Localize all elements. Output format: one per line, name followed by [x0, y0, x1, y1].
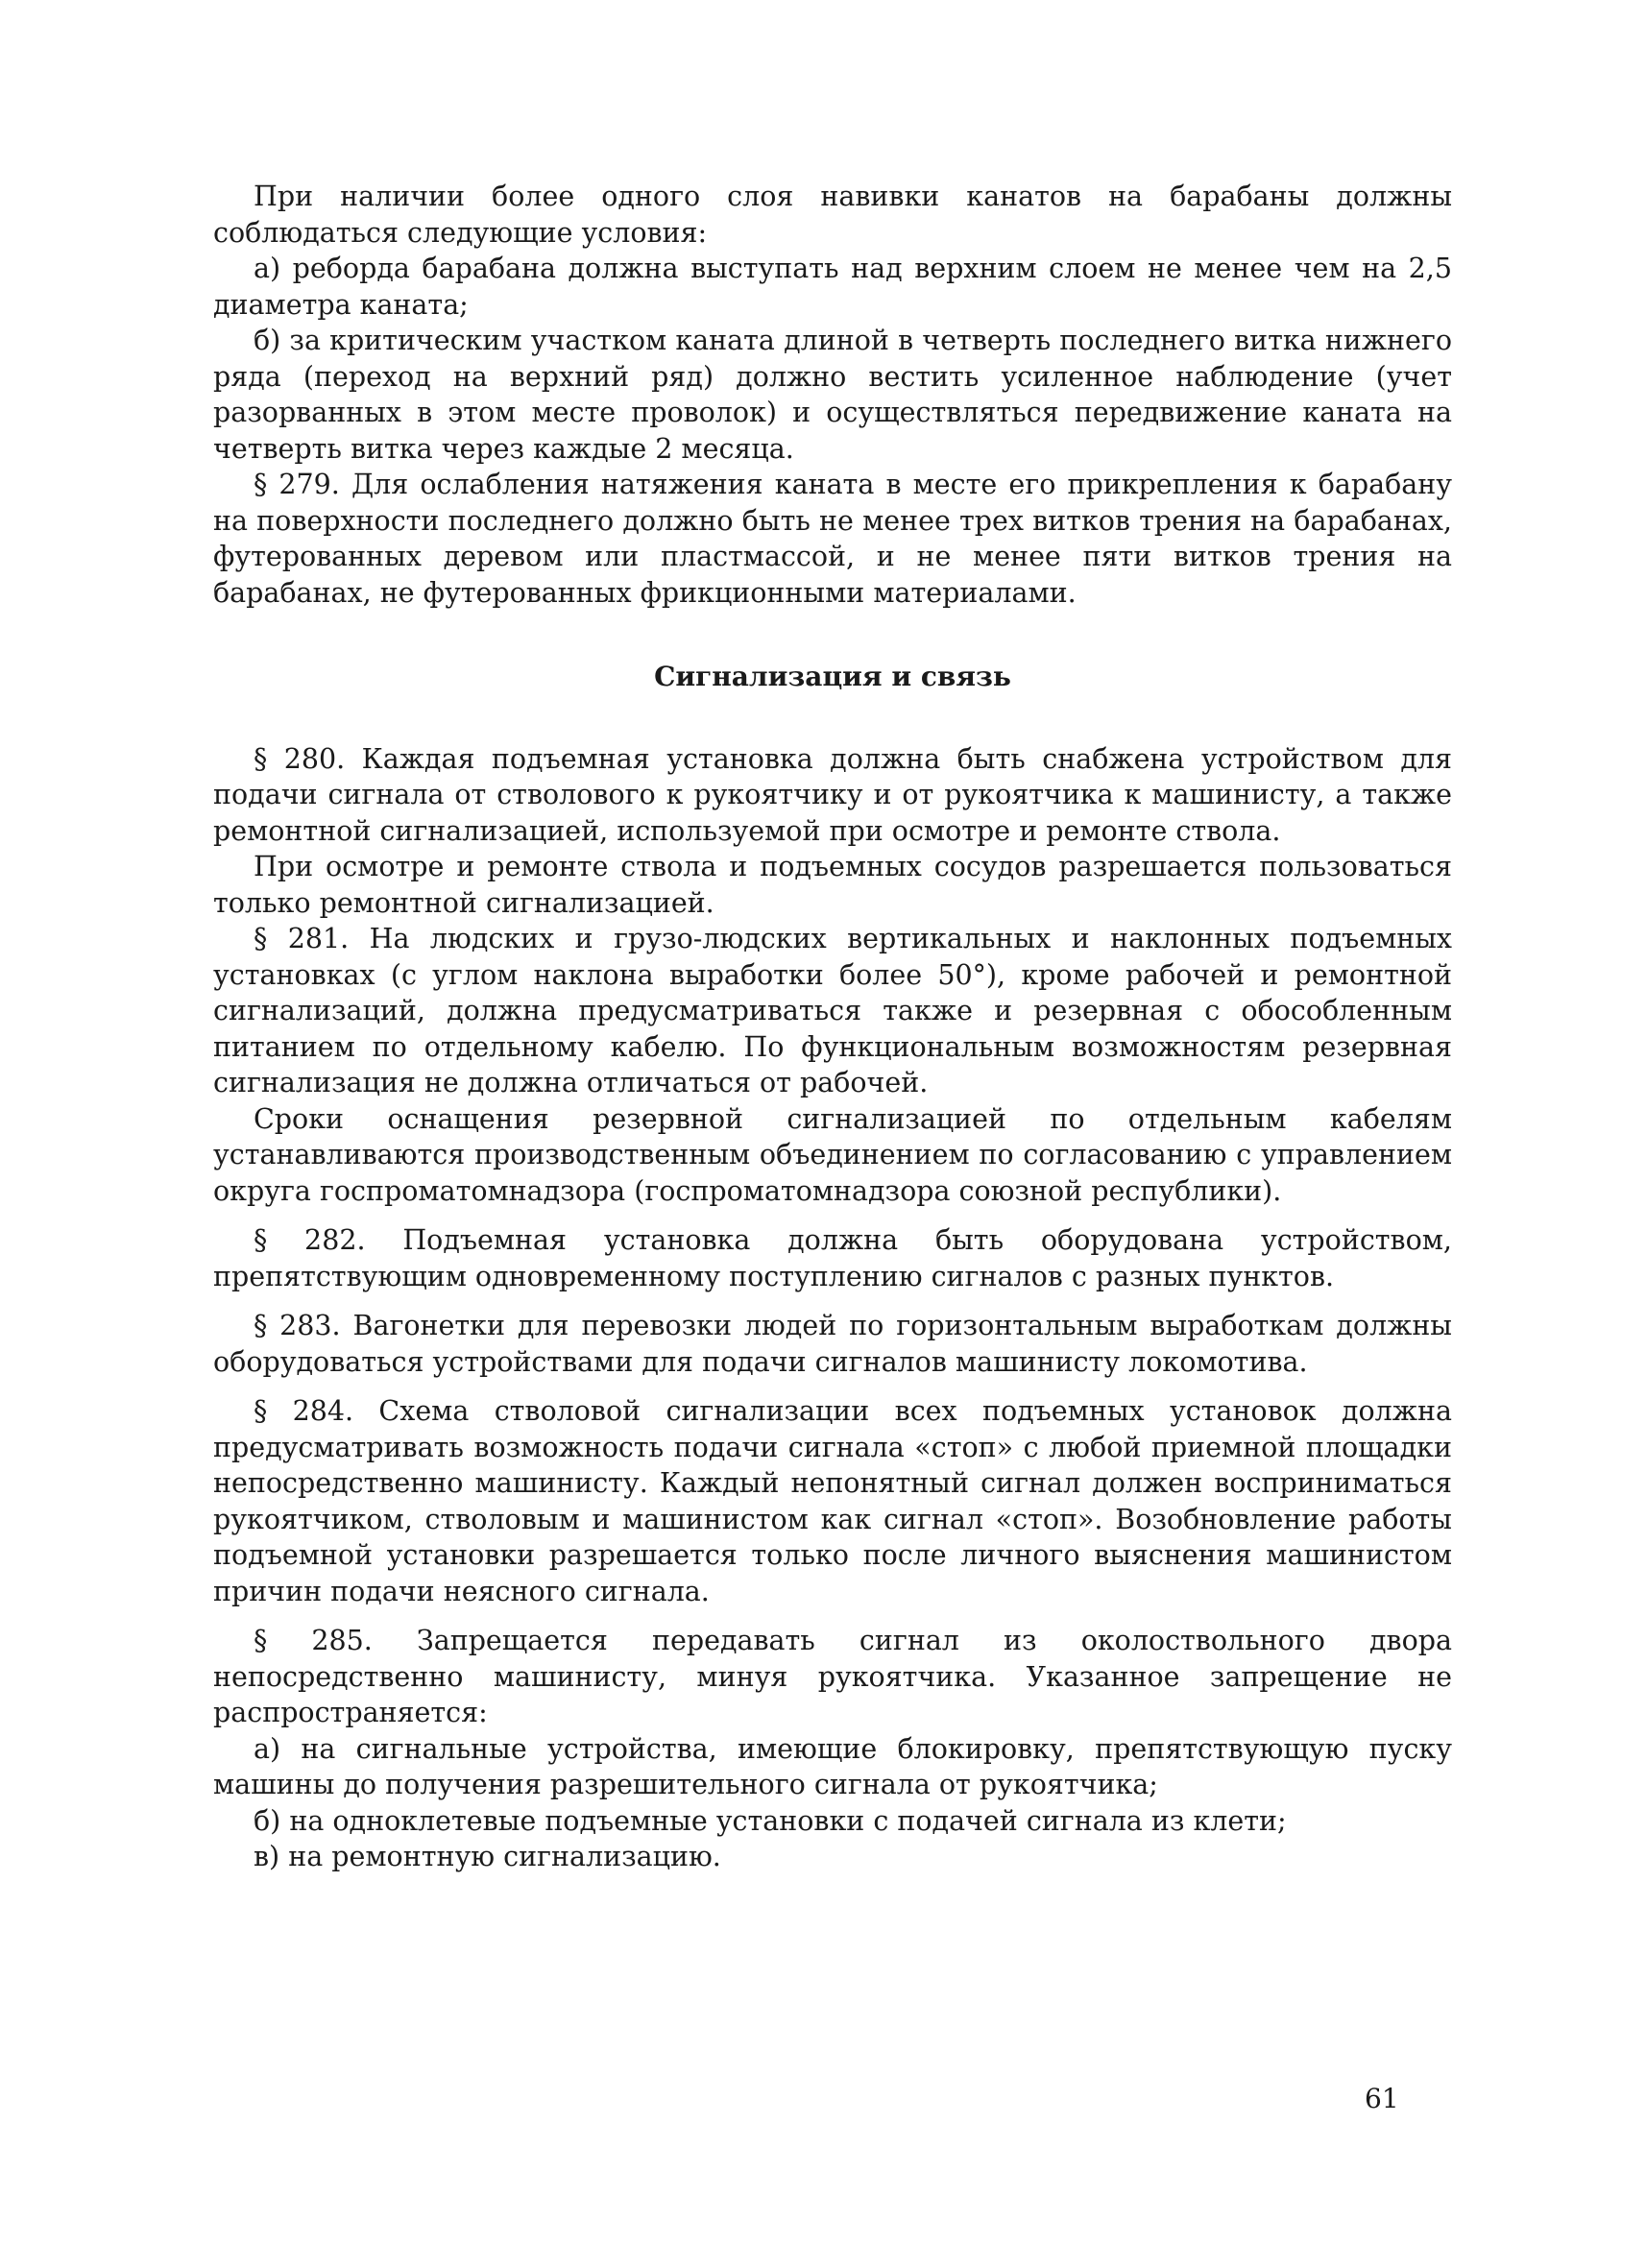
- item-285-c: в) на ремонтную сигнализацию.: [254, 1841, 721, 1872]
- paragraph-layers-intro: При наличии более одного слоя навивки канатов на барабаны должны соблюдаться следующие условия:: [213, 181, 1452, 249]
- paragraph-282: § 282. Подъемная установка должна быть оборудована устройством, препятствующим одновременному поступлению сигналов с разных пунктов.: [213, 1224, 1452, 1292]
- paragraph-280: § 280. Каждая подъемная установка должна быть снабжена устройством для подачи сигнала от стволового к рукоятчику и от рукоятчика к машинисту, а также ремонтной сигнализацией, используемой при осмотре и ремонте ствола.: [213, 742, 1452, 847]
- paragraph-285: § 285. Запрещается передавать сигнал из околоствольного двора непосредственно машинисту, минуя рукоятчика. Указанное запрещение не распространяется:: [213, 1625, 1452, 1728]
- item-285-a: а) на сигнальные устройства, имеющие блокировку, препятствующую пуску машины до получения разрешительного сигнала от рукоятчика;: [213, 1732, 1452, 1800]
- paragraph-279: § 279. Для ослабления натяжения каната в месте его прикрепления к барабану на поверхности последнего должно быть не менее трех витков трения на барабанах, футерованных деревом или пластмассой, и не менее пяти витков трения на барабанах, не футерованных фрикционными материалами.: [213, 469, 1452, 609]
- item-285-b: б) на одноклетевые подъемные установки с подачей сигнала из клети;: [254, 1804, 1287, 1837]
- document-page: [213, 179, 1452, 1875]
- page-number: 61: [1365, 2083, 1399, 2114]
- item-b-critical-section: б) за критическим участком каната длиной в четверть последнего витка нижнего ряда (переход на верхний ряд) должно вестить усиленное наблюдение (учет разорванных в этом месте проволок) и осуществляться передвижение каната на четверть витка через каждые 2 месяца.: [213, 325, 1452, 465]
- paragraph-281-continued: Сроки оснащения резервной сигнализацией по отдельным кабелям устанавливаются производственным объединением по согласованию с управлением округа госпроматомнадзора (госпроматомнадзора союзной республики).: [213, 1102, 1452, 1207]
- section-heading: Сигнализация и связь: [654, 661, 1011, 692]
- paragraph-280-continued: При осмотре и ремонте ствола и подъемных сосудов разрешается пользоваться только ремонтной сигнализацией.: [213, 851, 1452, 919]
- item-a-flange: а) реборда барабана должна выступать над верхним слоем не менее чем на 2,5 диаметра каната;: [213, 253, 1452, 321]
- paragraph-283: § 283. Вагонетки для перевозки людей по горизонтальным выработкам должны оборудоваться устройствами для подачи сигналов машинисту локомотива.: [213, 1310, 1452, 1378]
- paragraph-284: § 284. Схема стволовой сигнализации всех подъемных установок должна предусматривать возможность подачи сигнала «стоп» с любой приемной площадки непосредственно машинисту. Каждый непонятный сигнал должен восприниматься рукоятчиком, стволовым и машинистом как сигнал «стоп». Возобновление работы подъемной установки разрешается только после личного выяснения машинистом причин подачи неясного сигнала.: [213, 1395, 1452, 1607]
- paragraph-281: § 281. На людских и грузо-людских вертикальных и наклонных подъемных установках (с углом наклона выработки более 50°), кроме рабочей и ремонтной сигнализаций, должна предусматриваться также и резервная с обособленным питанием по отдельному кабелю. По функциональным возможностям резервная сигнализация не должна отличаться от рабочей.: [213, 923, 1452, 1098]
